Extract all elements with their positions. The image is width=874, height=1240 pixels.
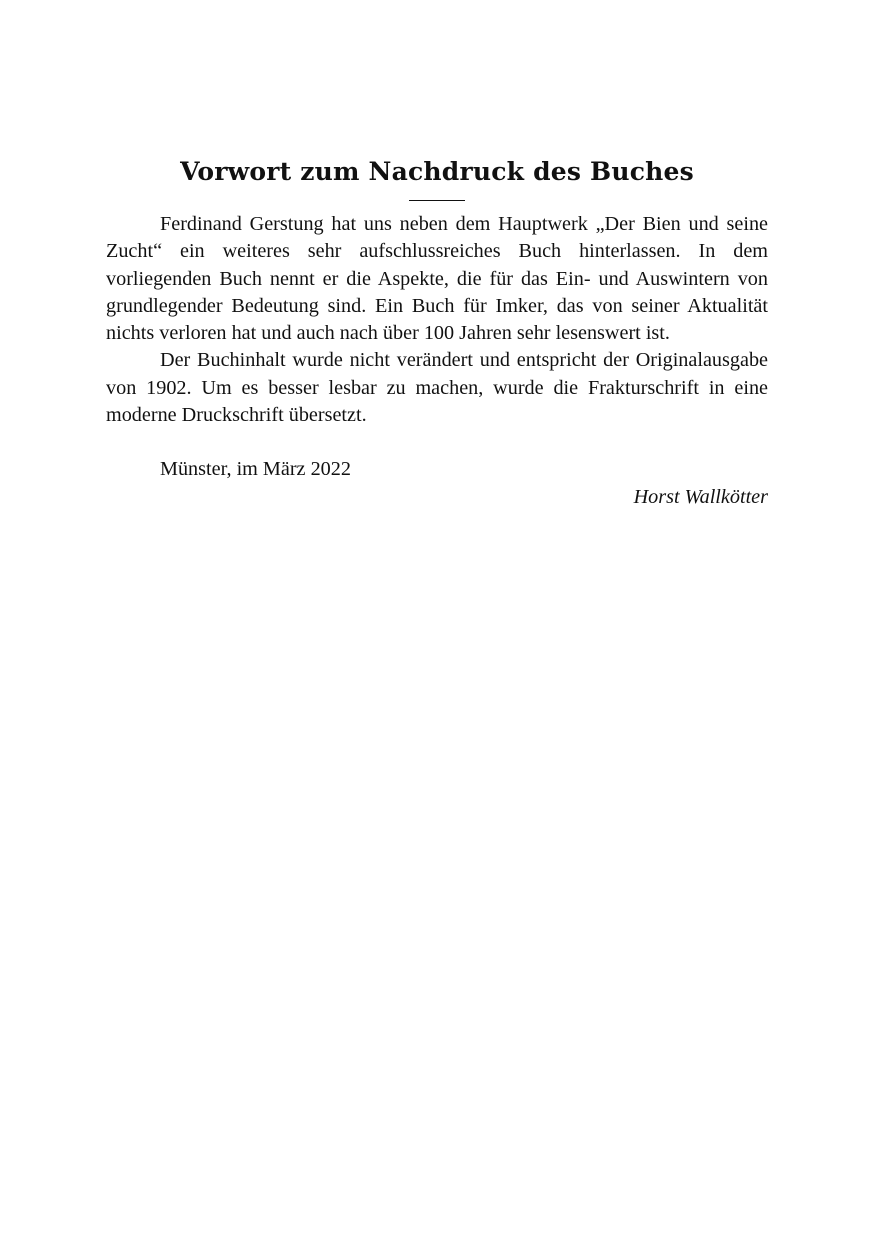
place-and-date: Münster, im März 2022 <box>160 458 351 481</box>
title-underline-rule <box>409 200 465 201</box>
paragraph-spacer <box>106 429 768 456</box>
author-signature: Horst Wallkötter <box>633 485 768 508</box>
body-paragraph-1: Ferdinand Gerstung hat uns neben dem Hauptwerk „Der Bien und seine Zucht“ ein weiteres sehr aufschlussreiches Buch hinterlassen. In dem vorliegenden Buch nennt er die Aspekte, die für das Ein- und Auswintern von grundlegender Bedeutung sind. Ein Buch für Imker, das von seiner Aktualität nichts verloren hat und auch nach über 100 Jahren sehr lesenswert ist. <box>106 213 768 345</box>
document-page <box>106 150 768 511</box>
body-paragraph-2: Der Buchinhalt wurde nicht verändert und entspricht der Originalausgabe von 1902. Um es besser lesbar zu machen, wurde die Frakturschrift in eine moderne Druckschrift übersetzt. <box>106 349 768 427</box>
page-title: Vorwort zum Nachdruck des Buches <box>180 157 694 186</box>
